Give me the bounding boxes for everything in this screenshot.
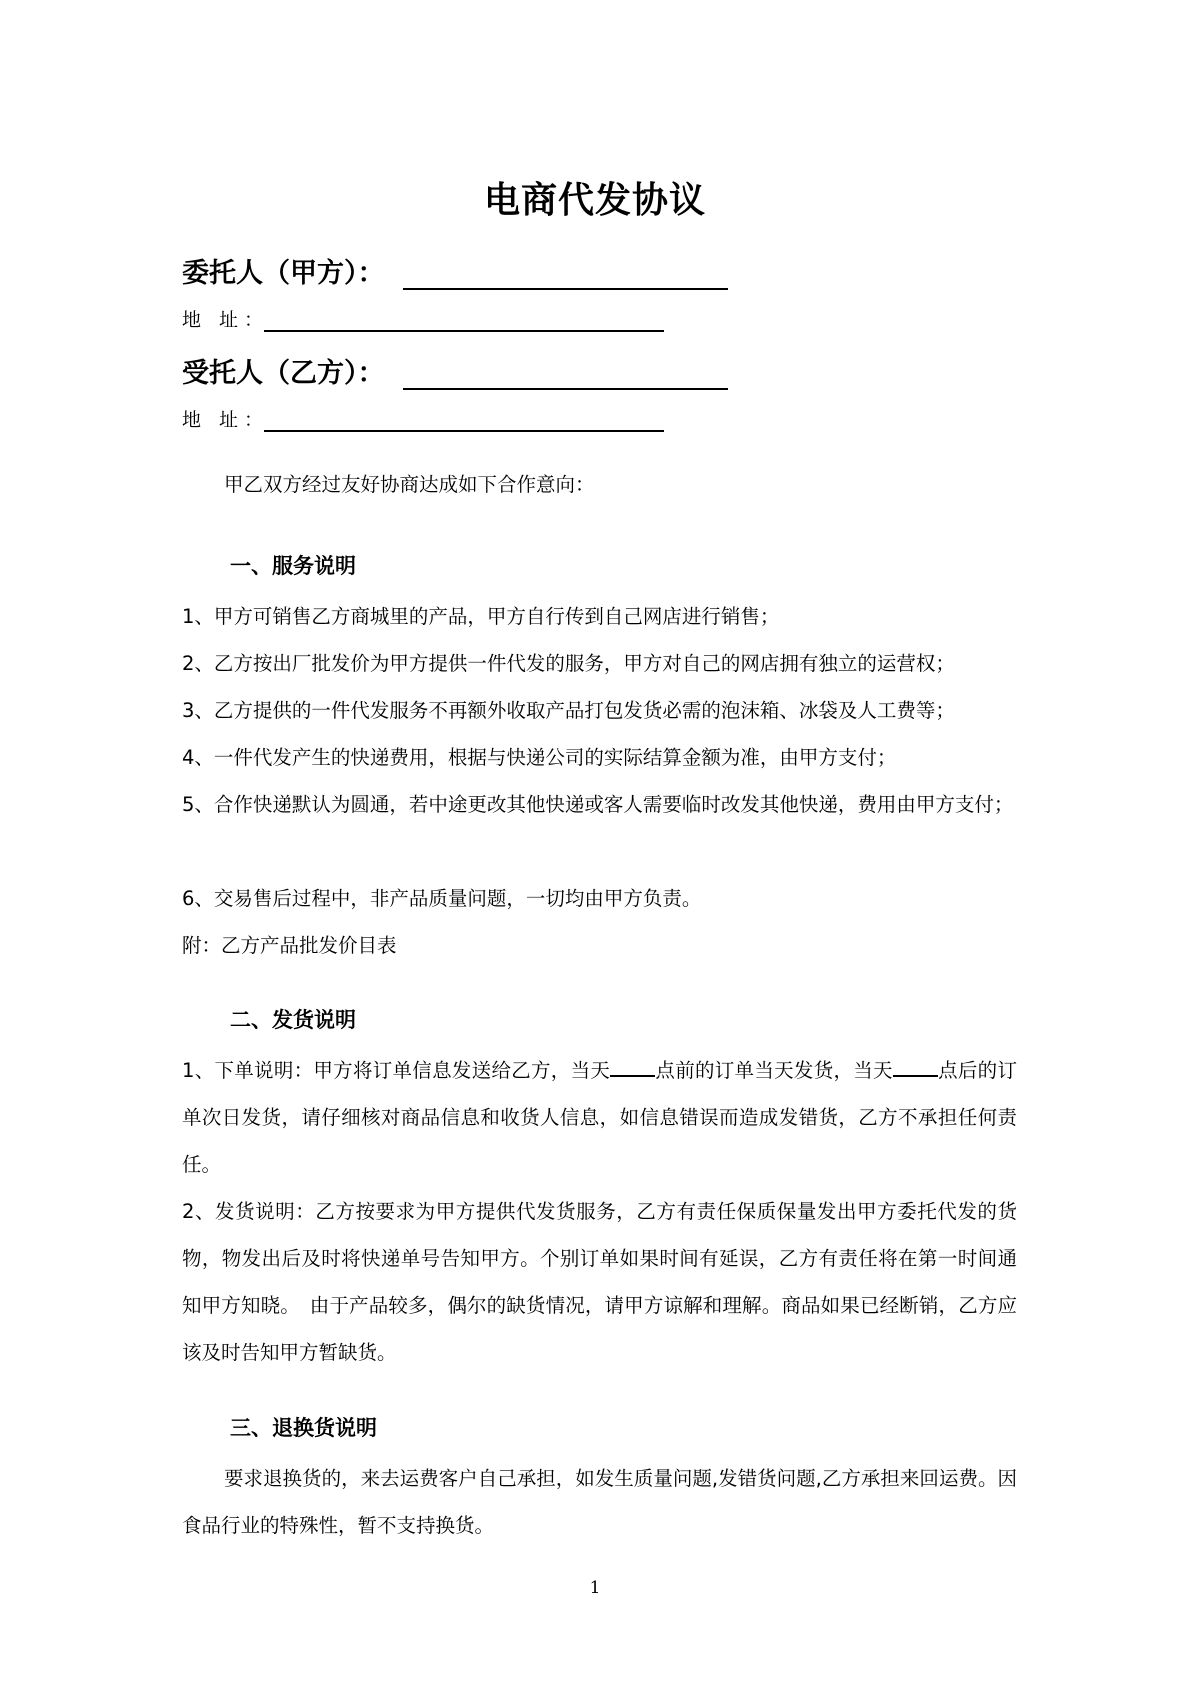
section-2-item-1-text-b: 点前的订单当天发货，当天 <box>655 1059 893 1082</box>
section-3-heading: 三、退换货说明 <box>230 1416 377 1440</box>
party-a-address-label: 地 址： <box>182 309 270 331</box>
section-1-item-4: 4、一件代发产生的快递费用，根据与快递公司的实际结算金额为准，由甲方支付； <box>182 746 897 769</box>
section-1-item-1: 1、甲方可销售乙方商城里的产品，甲方自行传到自己网店进行销售； <box>182 605 780 628</box>
party-a-label: 委托人（甲方）： <box>182 258 385 289</box>
party-b-address-blank[interactable] <box>264 429 664 432</box>
section-2-item-1 <box>182 1047 1017 1188</box>
party-b-blank[interactable] <box>403 387 728 390</box>
party-a-address-row <box>182 302 269 332</box>
party-b-address-label: 地 址： <box>182 409 270 431</box>
party-b-label: 受托人（乙方）： <box>182 358 385 389</box>
section-1-item-5: 5、合作快递默认为圆通，若中途更改其他快递或客人需要临时改发其他快递，费用由甲方支付； <box>182 793 1014 816</box>
party-b-address-row <box>182 402 269 432</box>
section-2-heading: 二、发货说明 <box>230 1008 356 1032</box>
section-1-attachment: 附：乙方产品批发价目表 <box>182 934 397 957</box>
party-a-blank[interactable] <box>403 287 728 290</box>
cutoff-hour-blank-1[interactable] <box>610 1057 655 1077</box>
section-3-body: 要求退换货的，来去运费客户自己承担，如发生质量问题,发错货问题,乙方承担来回运费。因食品行业的特殊性，暂不支持换货。 <box>182 1467 1017 1537</box>
intro-paragraph: 甲乙双方经过友好协商达成如下合作意向： <box>224 473 595 496</box>
party-a-address-blank[interactable] <box>264 329 664 332</box>
cutoff-hour-blank-2[interactable] <box>893 1057 938 1077</box>
section-2-item-1-text-a: 1、下单说明：甲方将订单信息发送给乙方，当天 <box>182 1059 611 1082</box>
section-1-item-2: 2、乙方按出厂批发价为甲方提供一件代发的服务，甲方对自己的网店拥有独立的运营权； <box>182 652 955 675</box>
section-1-item-3: 3、乙方提供的一件代发服务不再额外收取产品打包发货必需的泡沫箱、冰袋及人工费等； <box>182 699 955 722</box>
document-title: 电商代发协议 <box>483 180 706 221</box>
party-b-row <box>182 350 385 390</box>
party-a-row <box>182 250 385 290</box>
page-number: 1 <box>589 1578 601 1598</box>
section-2-item-1-text-c: 点后的订单次日发货，请仔细核对商品信息和收货人信息，如信息错误而造成发错货，乙方不承担任何责任。 <box>182 1059 1017 1176</box>
section-1-item-6: 6、交易售后过程中，非产品质量问题，一切均由甲方负责。 <box>182 887 702 910</box>
section-1-heading: 一、服务说明 <box>230 554 356 578</box>
section-2-item-2: 2、发货说明：乙方按要求为甲方提供代发货服务，乙方有责任保质保量发出甲方委托代发的货物，物发出后及时将快递单号告知甲方。个别订单如果时间有延误，乙方有责任将在第一时间通知甲方知晓。 由于产品较多，偶尔的缺货情况，请甲方谅解和理解。商品如果已经断销，乙方应该及时告知甲方暂缺货。 <box>182 1200 1017 1364</box>
